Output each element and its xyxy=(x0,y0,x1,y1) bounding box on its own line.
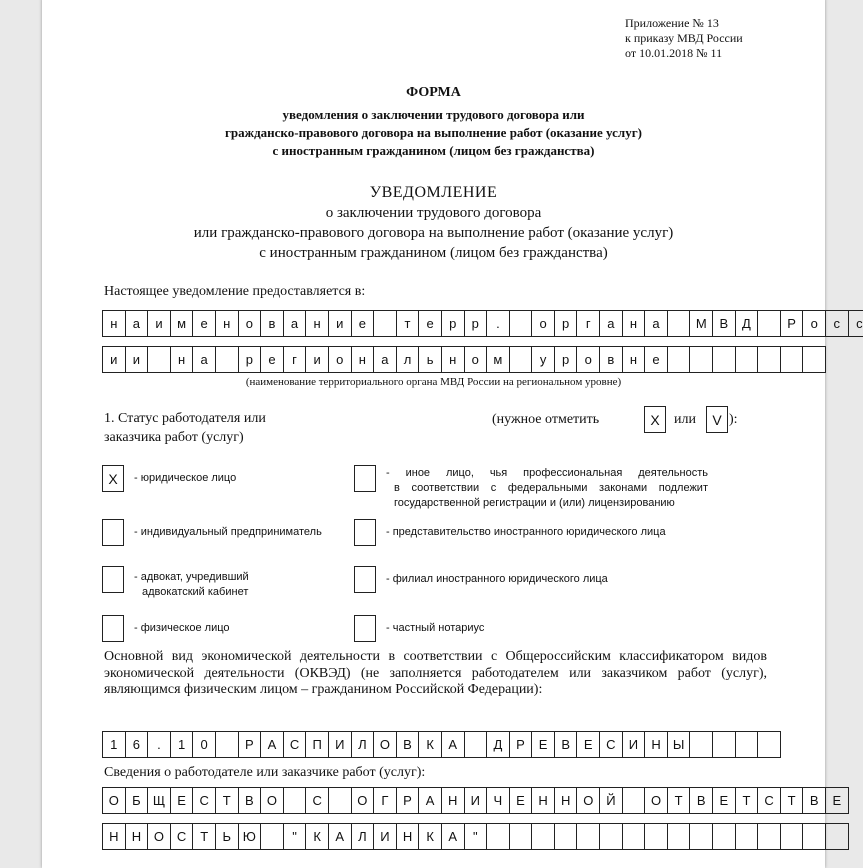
employer-name-cell[interactable] xyxy=(576,823,600,850)
organ-name-cell[interactable]: н xyxy=(622,310,646,337)
employer-name-row-2 xyxy=(102,823,848,850)
okved-cell[interactable]: А xyxy=(260,731,284,758)
organ-name-cell[interactable]: В xyxy=(712,310,736,337)
organ-name-cell[interactable]: н xyxy=(441,346,465,373)
organ-name-cell[interactable] xyxy=(757,346,781,373)
submitted-to-label: Настоящее уведомление предоставляется в: xyxy=(104,284,366,299)
checkbox-individual[interactable] xyxy=(102,615,124,642)
employer-name-cell[interactable]: " xyxy=(283,823,307,850)
option-label-lawyer-line-2: адвокатский кабинет xyxy=(142,586,249,598)
option-label-other-line-3: государственной регистрации и (или) лицензированию xyxy=(394,497,675,509)
employer-name-cell[interactable] xyxy=(644,823,668,850)
okved-cell[interactable] xyxy=(464,731,488,758)
organ-name-cell[interactable]: м xyxy=(486,346,510,373)
organ-name-cell[interactable]: е xyxy=(260,346,284,373)
employer-name-cell[interactable]: О xyxy=(576,787,600,814)
employer-name-cell[interactable]: С xyxy=(192,787,216,814)
okved-cell[interactable]: И xyxy=(622,731,646,758)
okved-cell[interactable]: Ы xyxy=(667,731,691,758)
organ-name-cell[interactable]: Р xyxy=(780,310,804,337)
employer-name-cell[interactable]: А xyxy=(328,823,352,850)
employer-name-cell[interactable] xyxy=(509,823,533,850)
organ-name-cell[interactable]: М xyxy=(689,310,713,337)
employer-name-cell[interactable]: Л xyxy=(351,823,375,850)
employer-name-cell[interactable]: Е xyxy=(712,787,736,814)
document-page xyxy=(42,0,863,868)
employer-name-cell[interactable]: Т xyxy=(667,787,691,814)
okved-cell[interactable] xyxy=(757,731,781,758)
employer-name-cell[interactable] xyxy=(622,823,646,850)
organ-name-cell[interactable] xyxy=(667,346,691,373)
organ-name-cell[interactable] xyxy=(667,310,691,337)
okved-cell[interactable]: 6 xyxy=(125,731,149,758)
organ-name-cell[interactable]: и xyxy=(305,346,329,373)
organ-name-cell[interactable]: с xyxy=(825,310,849,337)
organ-name-row-1 xyxy=(102,310,863,337)
okved-cell[interactable]: В xyxy=(554,731,578,758)
employer-name-cell[interactable]: В xyxy=(238,787,262,814)
organ-name-cell[interactable] xyxy=(780,346,804,373)
organ-name-cell[interactable]: и xyxy=(102,346,126,373)
status-label xyxy=(104,409,266,447)
organ-name-cell[interactable]: н xyxy=(622,346,646,373)
employer-name-cell[interactable]: О xyxy=(644,787,668,814)
employer-name-cell[interactable] xyxy=(599,823,623,850)
appendix-line-2: к приказу МВД России xyxy=(625,31,743,45)
checkbox-lawyer[interactable] xyxy=(102,566,124,593)
okved-cell[interactable]: О xyxy=(373,731,397,758)
option-label-individual-entrepreneur: - индивидуальный предприниматель xyxy=(134,526,322,538)
organ-name-cell[interactable]: а xyxy=(599,310,623,337)
organ-name-cell[interactable]: о xyxy=(328,346,352,373)
employer-name-cell[interactable]: Н xyxy=(396,823,420,850)
option-label-representative-office: - представительство иностранного юридического лица xyxy=(386,526,666,538)
organ-name-cell[interactable]: р xyxy=(554,346,578,373)
employer-name-cell[interactable] xyxy=(802,823,826,850)
employer-name-cell[interactable]: Е xyxy=(825,787,849,814)
hint-v-box: V xyxy=(706,406,728,433)
employer-name-cell[interactable] xyxy=(328,787,352,814)
organ-name-cell[interactable]: ь xyxy=(418,346,442,373)
option-label-other-line-2: в соответствии с федеральными законами подлежит xyxy=(394,482,708,494)
organ-name-cell[interactable]: н xyxy=(170,346,194,373)
employer-name-cell[interactable] xyxy=(735,823,759,850)
organ-name-cell[interactable] xyxy=(147,346,171,373)
organ-name-row-2 xyxy=(102,346,825,373)
employer-name-cell[interactable]: О xyxy=(147,823,171,850)
organ-name-cell[interactable]: о xyxy=(238,310,262,337)
okved-cell[interactable]: С xyxy=(599,731,623,758)
employer-name-cell[interactable] xyxy=(689,823,713,850)
okved-cell[interactable]: . xyxy=(147,731,171,758)
status-hint-prefix: (нужное отметить xyxy=(492,412,600,427)
checkbox-individual-entrepreneur[interactable] xyxy=(102,519,124,546)
organ-name-cell[interactable]: т xyxy=(396,310,420,337)
employer-name-cell[interactable]: Н xyxy=(554,787,578,814)
employer-name-row-1 xyxy=(102,787,848,814)
okved-cell[interactable]: Е xyxy=(531,731,555,758)
organ-name-cell[interactable]: р xyxy=(554,310,578,337)
status-hint-or: или xyxy=(674,412,696,427)
organ-name-cell[interactable]: а xyxy=(192,346,216,373)
option-label-other-person xyxy=(386,466,708,511)
organ-name-cell[interactable]: у xyxy=(531,346,555,373)
okved-cell[interactable]: А xyxy=(441,731,465,758)
okved-cell[interactable] xyxy=(712,731,736,758)
employer-name-cell[interactable] xyxy=(780,823,804,850)
employer-name-cell[interactable]: В xyxy=(802,787,826,814)
checkbox-notary[interactable] xyxy=(354,615,376,642)
employer-name-cell[interactable]: Т xyxy=(215,787,239,814)
appendix-line-1: Приложение № 13 xyxy=(625,16,719,30)
employer-name-cell[interactable]: О xyxy=(260,787,284,814)
employer-name-cell[interactable]: Ю xyxy=(238,823,262,850)
okved-description: Основной вид экономической деятельности в соответствии с Общероссийским классификатором видов экономической деятельности (ОКВЭД) (не заполняется работодателем или заказчиком работ (услуг), являющимся физическим лицом – гражданином Российской Федерации): xyxy=(104,649,767,697)
employer-name-cell[interactable]: " xyxy=(464,823,488,850)
okved-cell[interactable]: 1 xyxy=(170,731,194,758)
okved-cell[interactable]: К xyxy=(418,731,442,758)
notice-subtitle-1: о заключении трудового договора xyxy=(325,205,542,221)
option-label-lawyer-line-1: - адвокат, учредивший xyxy=(134,571,249,583)
employer-name-cell[interactable]: О xyxy=(351,787,375,814)
okved-cell[interactable]: 0 xyxy=(192,731,216,758)
option-label-lawyer xyxy=(134,570,249,600)
status-hint-suffix: ): xyxy=(729,412,738,427)
organ-name-cell[interactable]: е xyxy=(351,310,375,337)
okved-cell[interactable]: В xyxy=(396,731,420,758)
organ-name-cell[interactable] xyxy=(509,310,533,337)
organ-name-cell[interactable]: р xyxy=(464,310,488,337)
form-subtitle-2: гражданско-правового договора на выполнение работ (оказание услуг) xyxy=(225,125,642,140)
organ-name-cell[interactable]: а xyxy=(644,310,668,337)
organ-name-cell[interactable] xyxy=(373,310,397,337)
employer-name-cell[interactable]: О xyxy=(102,787,126,814)
appendix-note xyxy=(625,16,743,61)
notice-subtitle-3: с иностранным гражданином (лицом без гражданства) xyxy=(259,245,608,261)
employer-name-cell[interactable]: И xyxy=(373,823,397,850)
organ-name-cell[interactable] xyxy=(215,346,239,373)
organ-name-cell[interactable]: р xyxy=(238,346,262,373)
organ-name-cell[interactable]: с xyxy=(848,310,863,337)
organ-name-cell[interactable]: в xyxy=(599,346,623,373)
organ-name-caption: (наименование территориального органа МВД России на региональном уровне) xyxy=(245,376,622,388)
organ-name-cell[interactable]: н xyxy=(102,310,126,337)
employer-name-cell[interactable]: С xyxy=(305,787,329,814)
okved-cell[interactable]: Р xyxy=(238,731,262,758)
appendix-line-3: от 10.01.2018 № 11 xyxy=(625,46,723,60)
organ-name-cell[interactable]: о xyxy=(531,310,555,337)
organ-name-cell[interactable]: а xyxy=(373,346,397,373)
okved-cell[interactable]: И xyxy=(328,731,352,758)
okved-cell[interactable]: П xyxy=(305,731,329,758)
employer-name-cell[interactable]: Б xyxy=(125,787,149,814)
form-subtitle-3: с иностранным гражданином (лицом без гражданства) xyxy=(272,143,595,158)
okved-cell[interactable] xyxy=(215,731,239,758)
employer-label: Сведения о работодателе или заказчике работ (услуг): xyxy=(104,765,426,780)
okved-cell[interactable]: 1 xyxy=(102,731,126,758)
organ-name-cell[interactable]: р xyxy=(441,310,465,337)
status-label-line-2: заказчика работ (услуг) xyxy=(104,430,244,445)
okved-cell[interactable]: Д xyxy=(486,731,510,758)
employer-name-cell[interactable]: Н xyxy=(125,823,149,850)
option-label-branch: - филиал иностранного юридического лица xyxy=(386,573,608,585)
organ-name-cell[interactable]: и xyxy=(147,310,171,337)
employer-name-cell[interactable] xyxy=(283,787,307,814)
employer-name-cell[interactable]: Е xyxy=(170,787,194,814)
employer-name-cell[interactable]: Е xyxy=(509,787,533,814)
option-label-other-line-1: - иное лицо, чья профессиональная деятельность xyxy=(386,467,708,479)
employer-name-cell[interactable]: Щ xyxy=(147,787,171,814)
organ-name-cell[interactable]: е xyxy=(644,346,668,373)
organ-name-cell[interactable]: н xyxy=(305,310,329,337)
employer-name-cell[interactable]: Н xyxy=(102,823,126,850)
employer-name-cell[interactable]: И xyxy=(464,787,488,814)
organ-name-cell[interactable]: о xyxy=(802,310,826,337)
organ-name-cell[interactable] xyxy=(735,346,759,373)
employer-name-cell[interactable]: Р xyxy=(396,787,420,814)
employer-name-cell[interactable]: С xyxy=(170,823,194,850)
organ-name-cell[interactable]: о xyxy=(464,346,488,373)
organ-name-cell[interactable]: и xyxy=(328,310,352,337)
form-title: ФОРМА xyxy=(406,85,461,100)
organ-name-cell[interactable]: . xyxy=(486,310,510,337)
organ-name-cell[interactable] xyxy=(802,346,826,373)
employer-name-cell[interactable]: В xyxy=(689,787,713,814)
checkbox-representative-office[interactable] xyxy=(354,519,376,546)
okved-cell[interactable] xyxy=(735,731,759,758)
organ-name-cell[interactable]: м xyxy=(170,310,194,337)
notice-subtitle-2: или гражданско-правового договора на выполнение работ (оказание услуг) xyxy=(193,225,674,241)
okved-cell[interactable]: Л xyxy=(351,731,375,758)
employer-name-cell[interactable]: Й xyxy=(599,787,623,814)
organ-name-cell[interactable]: Д xyxy=(735,310,759,337)
organ-name-cell[interactable]: г xyxy=(283,346,307,373)
organ-name-cell[interactable]: л xyxy=(396,346,420,373)
organ-name-cell[interactable] xyxy=(689,346,713,373)
checkbox-branch[interactable] xyxy=(354,566,376,593)
employer-name-cell[interactable] xyxy=(622,787,646,814)
employer-name-cell[interactable] xyxy=(757,823,781,850)
checkbox-other-person[interactable] xyxy=(354,465,376,492)
organ-name-cell[interactable]: н xyxy=(351,346,375,373)
employer-name-cell[interactable]: Н xyxy=(441,787,465,814)
hint-x-box: X xyxy=(644,406,666,433)
organ-name-cell[interactable]: е xyxy=(192,310,216,337)
organ-name-cell[interactable] xyxy=(509,346,533,373)
notice-title: УВЕДОМЛЕНИЕ xyxy=(369,184,498,201)
form-subtitle-1: уведомления о заключении трудового договора или xyxy=(282,107,585,122)
employer-name-cell[interactable] xyxy=(825,823,849,850)
employer-name-cell[interactable] xyxy=(531,823,555,850)
organ-name-cell[interactable]: е xyxy=(418,310,442,337)
employer-name-cell[interactable] xyxy=(712,823,736,850)
employer-name-cell[interactable] xyxy=(554,823,578,850)
employer-name-cell[interactable]: А xyxy=(418,787,442,814)
organ-name-cell[interactable] xyxy=(712,346,736,373)
employer-name-cell[interactable]: С xyxy=(757,787,781,814)
okved-cell[interactable]: Р xyxy=(509,731,533,758)
employer-name-cell[interactable]: Н xyxy=(531,787,555,814)
employer-name-cell[interactable]: Т xyxy=(192,823,216,850)
employer-name-cell[interactable]: Ч xyxy=(486,787,510,814)
organ-name-cell[interactable]: а xyxy=(125,310,149,337)
okved-cell[interactable] xyxy=(689,731,713,758)
organ-name-cell[interactable]: г xyxy=(576,310,600,337)
checkbox-legal-entity[interactable]: X xyxy=(102,465,124,492)
employer-name-cell[interactable]: К xyxy=(305,823,329,850)
okved-cell[interactable]: С xyxy=(283,731,307,758)
organ-name-cell[interactable] xyxy=(757,310,781,337)
option-label-notary: - частный нотариус xyxy=(386,622,485,634)
organ-name-cell[interactable]: а xyxy=(283,310,307,337)
organ-name-cell[interactable]: о xyxy=(576,346,600,373)
employer-name-cell[interactable] xyxy=(260,823,284,850)
option-label-legal-entity: - юридическое лицо xyxy=(134,472,237,484)
employer-name-cell[interactable]: Ь xyxy=(215,823,239,850)
okved-cell[interactable]: Е xyxy=(576,731,600,758)
employer-name-cell[interactable]: Г xyxy=(373,787,397,814)
employer-name-cell[interactable]: Т xyxy=(780,787,804,814)
employer-name-cell[interactable] xyxy=(486,823,510,850)
employer-name-cell[interactable] xyxy=(667,823,691,850)
organ-name-cell[interactable]: и xyxy=(125,346,149,373)
employer-name-cell[interactable]: Т xyxy=(735,787,759,814)
okved-cell[interactable]: Н xyxy=(644,731,668,758)
okved-row xyxy=(102,731,780,758)
organ-name-cell[interactable]: в xyxy=(260,310,284,337)
option-label-individual: - физическое лицо xyxy=(134,622,230,634)
employer-name-cell[interactable]: А xyxy=(441,823,465,850)
organ-name-cell[interactable]: н xyxy=(215,310,239,337)
status-label-line-1: 1. Статус работодателя или xyxy=(104,411,266,426)
employer-name-cell[interactable]: К xyxy=(418,823,442,850)
